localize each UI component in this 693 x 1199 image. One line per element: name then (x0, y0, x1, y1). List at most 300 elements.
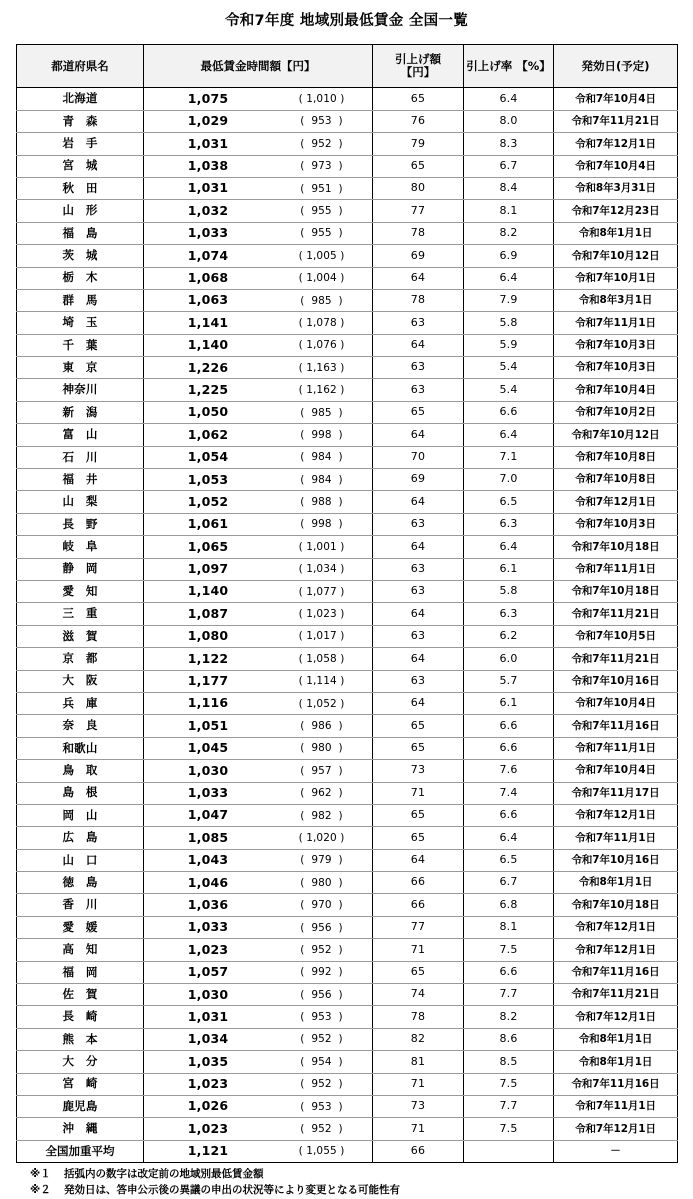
cell-raise-rate (464, 536, 554, 558)
cell-raise-rate (464, 177, 554, 199)
raise-rate-value: 8.2 (499, 226, 518, 240)
raise-rate-value: 8.0 (499, 114, 518, 128)
raise-rate-value: 6.4 (499, 539, 518, 553)
wage-previous-amount: ( 952 ) (300, 1033, 343, 1046)
prefecture-name: 京 都 (62, 651, 98, 666)
cell-wage (144, 1051, 373, 1073)
cell-raise-amount (373, 692, 464, 714)
cell-raise-rate (464, 1028, 554, 1050)
cell-prefecture (17, 334, 144, 356)
cell-raise-rate (464, 916, 554, 938)
raise-amount-value: 65 (410, 405, 426, 419)
raise-rate-value: 6.8 (499, 897, 518, 911)
raise-rate-value: 5.4 (499, 360, 518, 374)
cell-prefecture (17, 1118, 144, 1140)
raise-amount-value: 71 (410, 785, 426, 799)
raise-amount-value: 71 (410, 1076, 426, 1090)
prefecture-name: 和歌山 (62, 740, 98, 755)
cell-wage (144, 894, 373, 916)
wage-previous-amount: ( 952 ) (300, 1123, 343, 1136)
table-row (17, 715, 678, 737)
wage-table-container (16, 44, 677, 1163)
cell-effective-date (554, 1140, 678, 1162)
cell-prefecture (17, 446, 144, 468)
cell-wage (144, 961, 373, 983)
wage-new-amount: 1,035 (187, 1053, 229, 1069)
cell-wage (144, 984, 373, 1006)
wage-previous-amount: ( 985 ) (300, 294, 343, 307)
raise-rate-value: 6.2 (499, 629, 518, 643)
cell-raise-amount (373, 1028, 464, 1050)
cell-raise-amount (373, 1095, 464, 1117)
cell-prefecture (17, 939, 144, 961)
table-row (17, 558, 678, 580)
table-row (17, 1051, 678, 1073)
cell-raise-amount (373, 1118, 464, 1140)
wage-cell-inner (144, 783, 372, 804)
cell-raise-amount (373, 670, 464, 692)
effective-date-value: 令和7年11月16日 (571, 1077, 660, 1090)
raise-rate-value: 5.9 (499, 338, 518, 352)
wage-previous-amount: ( 956 ) (300, 921, 343, 934)
raise-amount-value: 71 (410, 1121, 426, 1135)
cell-raise-amount (373, 222, 464, 244)
wage-cell-inner (144, 805, 372, 826)
cell-prefecture (17, 580, 144, 602)
cell-prefecture (17, 648, 144, 670)
wage-new-amount: 1,122 (187, 650, 229, 666)
table-row (17, 827, 678, 849)
raise-rate-value: 7.5 (499, 1076, 518, 1090)
cell-effective-date (554, 760, 678, 782)
cell-effective-date (554, 133, 678, 155)
raise-rate-value: 6.7 (499, 875, 518, 889)
wage-new-amount: 1,034 (187, 1031, 229, 1047)
raise-rate-value: 7.5 (499, 942, 518, 956)
prefecture-name: 奈 良 (62, 718, 98, 733)
wage-cell-inner (144, 738, 372, 759)
prefecture-name: 青 森 (62, 113, 98, 128)
prefecture-name: 茨 城 (62, 248, 98, 262)
cell-raise-amount (373, 961, 464, 983)
cell-raise-amount (373, 401, 464, 423)
raise-rate-value: 7.0 (499, 472, 518, 486)
cell-raise-rate (464, 312, 554, 334)
wage-new-amount: 1,053 (187, 471, 229, 487)
footnote-2 (30, 1182, 693, 1198)
wage-previous-amount: ( 980 ) (300, 876, 343, 889)
wage-cell-inner (144, 536, 372, 557)
cell-wage (144, 804, 373, 826)
cell-wage (144, 625, 373, 647)
column-header-raise-rate: 引上げ率 【%】 (464, 45, 554, 88)
wage-previous-amount: ( 1,162 ) (298, 384, 345, 397)
wage-previous-amount: ( 998 ) (300, 518, 343, 531)
cell-effective-date (554, 849, 678, 871)
wage-cell-inner (144, 939, 372, 960)
wage-cell-inner (144, 1074, 372, 1095)
table-row (17, 110, 678, 132)
cell-wage (144, 603, 373, 625)
raise-amount-line1: 引上げ額 (395, 52, 441, 67)
effective-date-value: 令和8年3月1日 (578, 294, 653, 307)
table-row (17, 1006, 678, 1028)
cell-prefecture (17, 715, 144, 737)
cell-prefecture (17, 872, 144, 894)
cell-effective-date (554, 939, 678, 961)
effective-date-value: 令和7年10月4日 (575, 383, 656, 396)
cell-raise-amount (373, 267, 464, 289)
wage-previous-amount: ( 1,052 ) (298, 697, 345, 710)
effective-date-value: 令和8年1月1日 (578, 1055, 653, 1068)
cell-raise-rate (464, 715, 554, 737)
raise-amount-value: 63 (410, 584, 426, 598)
wage-previous-amount: ( 953 ) (300, 1100, 343, 1113)
raise-amount-value: 63 (410, 382, 426, 396)
raise-amount-value: 70 (410, 450, 426, 464)
column-header-prefecture: 都道府県名 (17, 45, 144, 88)
cell-raise-rate (464, 469, 554, 491)
wage-previous-amount: ( 955 ) (300, 227, 343, 240)
cell-effective-date (554, 88, 678, 110)
cell-effective-date (554, 222, 678, 244)
cell-wage (144, 872, 373, 894)
cell-raise-rate (464, 1051, 554, 1073)
raise-rate-value: 6.4 (499, 91, 518, 105)
wage-cell-inner (144, 200, 372, 221)
raise-rate-value: 6.1 (499, 696, 518, 710)
wage-previous-amount: ( 1,055 ) (298, 1145, 345, 1158)
wage-new-amount: 1,065 (187, 538, 229, 554)
wage-new-amount: 1,140 (187, 583, 229, 599)
wage-cell-inner (144, 1051, 372, 1072)
raise-amount-value: 73 (410, 763, 426, 777)
wage-cell-inner (144, 245, 372, 266)
raise-amount-value: 66 (410, 897, 426, 911)
wage-previous-amount: ( 973 ) (300, 160, 343, 173)
table-row (17, 782, 678, 804)
wage-new-amount: 1,085 (187, 829, 229, 845)
table-row (17, 760, 678, 782)
table-row (17, 1095, 678, 1117)
column-header-effective-date: 発効日(予定) (554, 45, 678, 88)
raise-amount-value: 77 (410, 920, 426, 934)
raise-amount-value: 74 (410, 987, 426, 1001)
table-row (17, 1118, 678, 1140)
wage-new-amount: 1,063 (187, 292, 229, 308)
table-row (17, 603, 678, 625)
raise-amount-value: 78 (410, 1009, 426, 1023)
table-row (17, 939, 678, 961)
wage-previous-amount: ( 1,077 ) (298, 585, 345, 598)
raise-amount-value: 64 (410, 427, 426, 441)
cell-effective-date (554, 177, 678, 199)
cell-wage (144, 715, 373, 737)
cell-prefecture (17, 827, 144, 849)
cell-raise-amount (373, 491, 464, 513)
prefecture-name: 山 梨 (62, 494, 98, 509)
cell-raise-amount (373, 827, 464, 849)
cell-prefecture (17, 984, 144, 1006)
cell-wage (144, 1073, 373, 1095)
cell-prefecture (17, 670, 144, 692)
cell-effective-date (554, 804, 678, 826)
effective-date-value: 令和7年10月12日 (571, 428, 660, 441)
raise-rate-value: 5.7 (499, 673, 518, 687)
wage-new-amount: 1,068 (187, 270, 229, 286)
raise-rate-value: 6.4 (499, 830, 518, 844)
prefecture-name: 埼 玉 (62, 315, 98, 330)
cell-raise-amount (373, 625, 464, 647)
effective-date-value: 令和7年11月1日 (575, 831, 656, 844)
cell-prefecture (17, 267, 144, 289)
wage-cell-inner (144, 693, 372, 714)
wage-previous-amount: ( 952 ) (300, 137, 343, 150)
prefecture-name: 山 口 (62, 852, 98, 867)
cell-raise-amount (373, 648, 464, 670)
raise-rate-value: 7.7 (499, 987, 518, 1001)
raise-amount-value: 64 (410, 270, 426, 284)
cell-effective-date (554, 603, 678, 625)
raise-amount-value: 65 (410, 741, 426, 755)
wage-cell-inner (144, 335, 372, 356)
table-row (17, 536, 678, 558)
cell-effective-date (554, 782, 678, 804)
wage-new-amount: 1,225 (187, 381, 229, 397)
wage-cell-inner (144, 1141, 372, 1162)
cell-wage (144, 648, 373, 670)
wage-previous-amount: ( 979 ) (300, 854, 343, 867)
cell-raise-amount (373, 446, 464, 468)
prefecture-name: 兵 庫 (62, 695, 98, 710)
footnote-text: 発効日は、答申公示後の異議の申出の状況等により変更となる可能性有 (64, 1184, 400, 1197)
cell-raise-amount (373, 133, 464, 155)
prefecture-name: 静 岡 (62, 561, 98, 576)
cell-raise-rate (464, 110, 554, 132)
wage-previous-amount: ( 1,017 ) (298, 630, 345, 643)
cell-raise-rate (464, 760, 554, 782)
cell-raise-amount (373, 849, 464, 871)
cell-raise-amount (373, 603, 464, 625)
effective-date-value: 令和7年10月18日 (571, 585, 660, 598)
cell-wage (144, 401, 373, 423)
cell-raise-rate (464, 513, 554, 535)
cell-raise-rate (464, 424, 554, 446)
wage-cell-inner (144, 1096, 372, 1117)
wage-new-amount: 1,029 (187, 113, 229, 129)
wage-cell-inner (144, 962, 372, 983)
prefecture-name: 神奈川 (62, 382, 98, 397)
cell-effective-date (554, 491, 678, 513)
raise-amount-value: 69 (410, 248, 426, 262)
raise-rate-value: 6.7 (499, 158, 518, 172)
wage-cell-inner (144, 581, 372, 602)
cell-wage (144, 916, 373, 938)
wage-previous-amount: ( 953 ) (300, 1011, 343, 1024)
raise-rate-value: 6.4 (499, 270, 518, 284)
cell-wage (144, 827, 373, 849)
cell-raise-rate (464, 1006, 554, 1028)
effective-date-value: 令和7年12月1日 (575, 1010, 656, 1023)
cell-raise-rate (464, 603, 554, 625)
wage-previous-amount: ( 1,078 ) (298, 316, 345, 329)
effective-date-value: 令和7年11月1日 (575, 562, 656, 575)
cell-prefecture (17, 849, 144, 871)
wage-new-amount: 1,087 (187, 605, 229, 621)
prefecture-name: 岡 山 (62, 807, 98, 822)
prefecture-name: 富 山 (62, 427, 98, 442)
wage-cell-inner (144, 626, 372, 647)
wage-cell-inner (144, 917, 372, 938)
raise-rate-value: 6.1 (499, 561, 518, 575)
prefecture-name: 香 川 (62, 897, 98, 912)
table-row (17, 177, 678, 199)
wage-new-amount: 1,054 (187, 449, 229, 465)
cell-effective-date (554, 715, 678, 737)
cell-raise-rate (464, 133, 554, 155)
raise-amount-value: 78 (410, 293, 426, 307)
wage-new-amount: 1,031 (187, 180, 229, 196)
cell-raise-rate (464, 379, 554, 401)
cell-wage (144, 491, 373, 513)
cell-raise-amount (373, 513, 464, 535)
footnote-marker: ※２ (30, 1184, 51, 1197)
cell-wage (144, 245, 373, 267)
cell-raise-amount (373, 289, 464, 311)
wage-previous-amount: ( 1,023 ) (298, 608, 345, 621)
cell-raise-rate (464, 155, 554, 177)
cell-prefecture (17, 491, 144, 513)
wage-cell-inner (144, 603, 372, 624)
cell-raise-rate (464, 580, 554, 602)
effective-date-value: 令和7年12月1日 (575, 809, 656, 822)
wage-new-amount: 1,036 (187, 896, 229, 912)
wage-new-amount: 1,038 (187, 158, 229, 174)
wage-previous-amount: ( 998 ) (300, 428, 343, 441)
wage-cell-inner (144, 894, 372, 915)
cell-raise-amount (373, 760, 464, 782)
raise-rate-value: 6.6 (499, 718, 518, 732)
cell-raise-rate (464, 558, 554, 580)
cell-raise-amount (373, 110, 464, 132)
effective-date-value: 令和7年10月4日 (575, 92, 656, 105)
raise-rate-value: 6.3 (499, 517, 518, 531)
cell-prefecture (17, 916, 144, 938)
cell-prefecture (17, 513, 144, 535)
wage-previous-amount: ( 1,001 ) (298, 540, 345, 553)
cell-effective-date (554, 1028, 678, 1050)
cell-raise-amount (373, 334, 464, 356)
column-header-raise-amount (373, 45, 464, 88)
cell-raise-amount (373, 984, 464, 1006)
cell-wage (144, 939, 373, 961)
raise-rate-value: 7.7 (499, 1099, 518, 1113)
raise-rate-value: 7.9 (499, 293, 518, 307)
table-row (17, 984, 678, 1006)
prefecture-name: 大 分 (62, 1054, 98, 1069)
wage-new-amount: 1,033 (187, 785, 229, 800)
effective-date-value: 令和7年11月16日 (571, 719, 660, 732)
cell-raise-amount (373, 469, 464, 491)
table-row (17, 580, 678, 602)
effective-date-value: 令和7年12月1日 (575, 921, 656, 934)
effective-date-value: 令和8年1月1日 (578, 1033, 653, 1046)
wage-new-amount: 1,116 (187, 695, 229, 711)
raise-amount-value: 64 (410, 539, 426, 553)
cell-raise-amount (373, 939, 464, 961)
wage-previous-amount: ( 980 ) (300, 742, 343, 755)
wage-cell-inner (144, 1118, 372, 1139)
raise-rate-value: 8.6 (499, 1032, 518, 1046)
cell-prefecture (17, 760, 144, 782)
prefecture-name: 滋 賀 (62, 628, 98, 643)
table-row (17, 1028, 678, 1050)
cell-wage (144, 1095, 373, 1117)
cell-effective-date (554, 357, 678, 379)
prefecture-name: 秋 田 (62, 180, 98, 195)
wage-previous-amount: ( 952 ) (300, 1078, 343, 1091)
cell-prefecture (17, 312, 144, 334)
wage-new-amount: 1,026 (187, 1098, 229, 1114)
cell-effective-date (554, 625, 678, 647)
cell-effective-date (554, 245, 678, 267)
table-row (17, 312, 678, 334)
wage-cell-inner (144, 312, 372, 333)
raise-amount-value: 76 (410, 114, 426, 128)
raise-amount-value: 65 (410, 830, 426, 844)
cell-raise-amount (373, 1073, 464, 1095)
raise-amount-value: 81 (410, 1054, 426, 1068)
cell-prefecture (17, 1028, 144, 1050)
prefecture-name: 千 葉 (62, 337, 98, 352)
wage-previous-amount: ( 988 ) (300, 496, 343, 509)
table-row (17, 737, 678, 759)
table-row (17, 648, 678, 670)
cell-effective-date (554, 894, 678, 916)
wage-previous-amount: ( 1,004 ) (298, 272, 345, 285)
cell-prefecture (17, 1095, 144, 1117)
raise-amount-value: 65 (410, 965, 426, 978)
table-row (17, 424, 678, 446)
table-row (17, 916, 678, 938)
effective-date-value: 令和7年10月12日 (571, 249, 660, 262)
cell-raise-amount (373, 558, 464, 580)
table-row (17, 849, 678, 871)
prefecture-name: 宮 崎 (62, 1076, 98, 1091)
cell-effective-date (554, 446, 678, 468)
raise-rate-value: 6.5 (499, 494, 518, 508)
raise-amount-value: 65 (410, 158, 426, 172)
wage-cell-inner (144, 133, 372, 154)
wage-cell-inner (144, 850, 372, 871)
prefecture-name: 群 馬 (62, 292, 98, 307)
prefecture-name: 鹿児島 (62, 1098, 98, 1113)
cell-wage (144, 580, 373, 602)
wage-previous-amount: ( 985 ) (300, 406, 343, 419)
wage-new-amount: 1,030 (187, 762, 229, 778)
effective-date-value: 令和7年10月3日 (575, 339, 656, 352)
raise-amount-value: 64 (410, 651, 426, 665)
wage-cell-inner (144, 872, 372, 893)
wage-cell-inner (144, 760, 372, 781)
wage-new-amount: 1,033 (187, 225, 229, 241)
prefecture-name: 三 重 (62, 606, 98, 621)
wage-cell-inner (144, 290, 372, 311)
wage-cell-inner (144, 559, 372, 580)
cell-prefecture (17, 804, 144, 826)
effective-date-value: 令和7年10月8日 (575, 473, 656, 486)
cell-prefecture (17, 222, 144, 244)
